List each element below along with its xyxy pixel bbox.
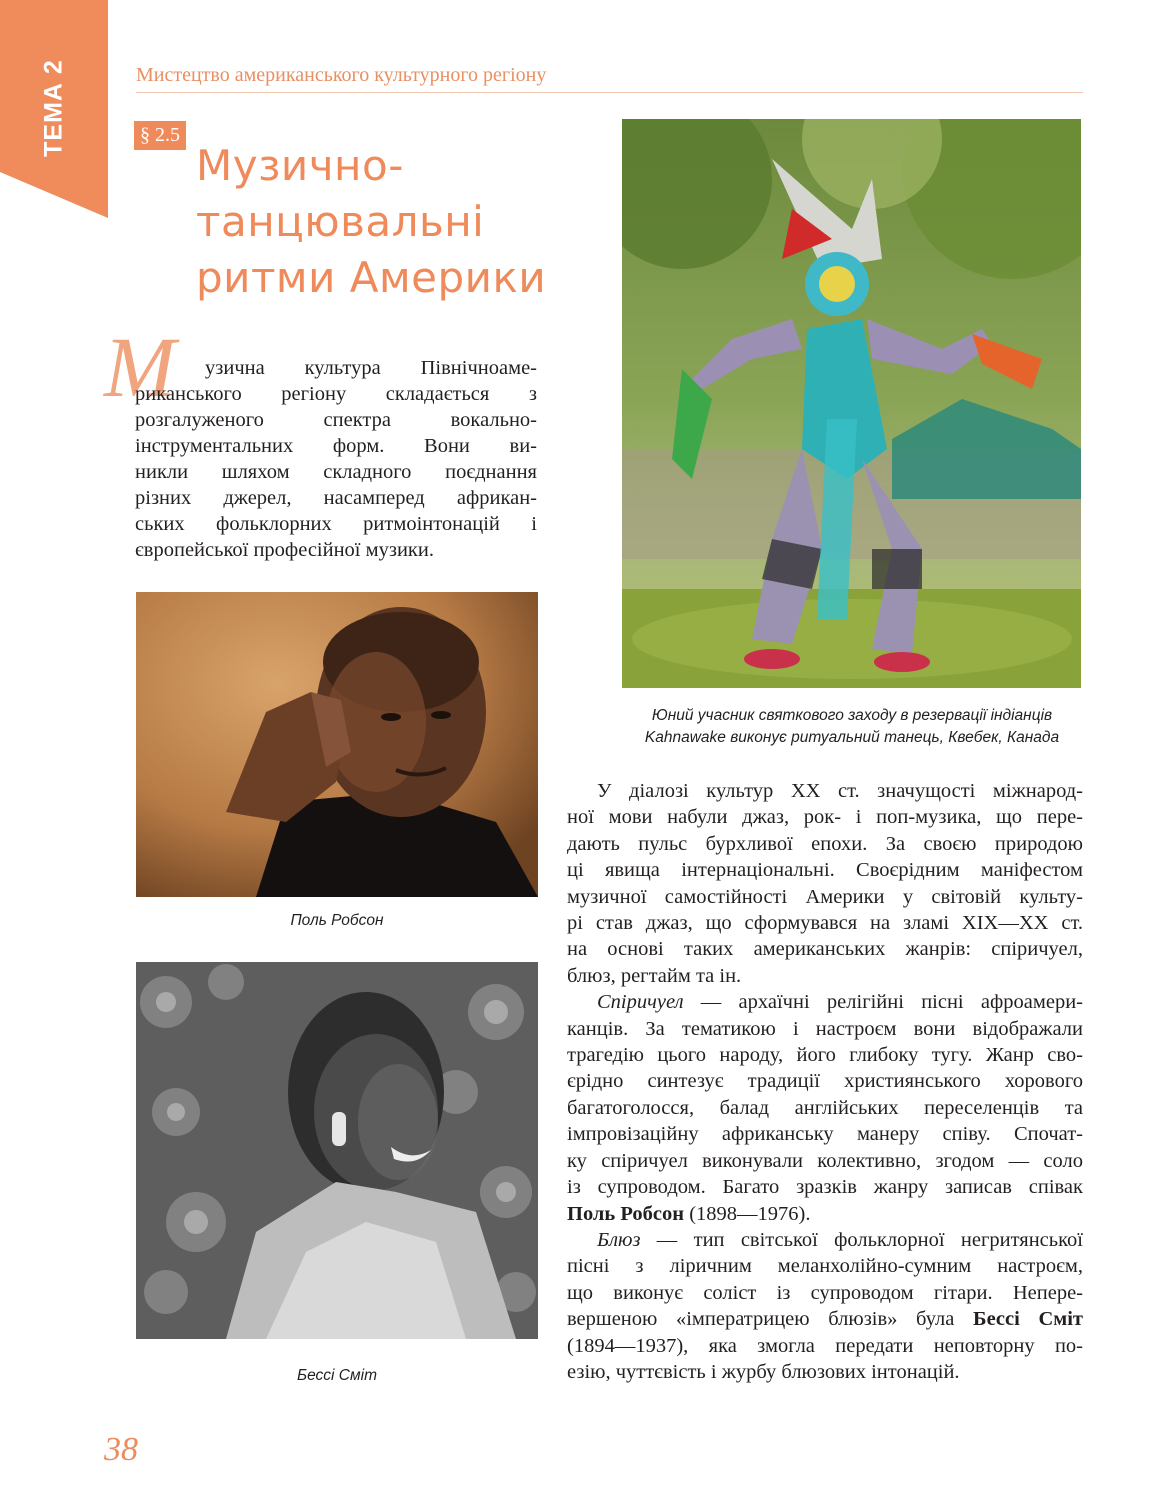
section-title [196,138,576,306]
body-text [567,778,1083,1385]
intro-line: інструментальних форм. Вони ви- [135,435,537,457]
section-number: § 2.5 [134,121,186,150]
intro-line: риканського регіону складається з [135,383,537,405]
intro-line: ських фольклорних ритмоінтонацій і [135,513,537,535]
running-head: Мистецтво американського культурного регіону [136,64,547,86]
page-number: 38 [104,1431,138,1468]
drop-cap: М [104,319,176,415]
caption-line: Kahnawake виконує ритуальний танець, Квебек, Канада [644,729,1060,746]
body-line: езію, чуттєвість і журбу блюзових інтонацій. [567,1360,960,1383]
body-line: що виконує соліст із супроводом гітари. Непере- [567,1281,1083,1304]
name-robeson: Поль Робсон [567,1202,685,1225]
intro-line: різних джерел, насамперед африкан- [135,487,537,509]
dancer-caption [600,705,1104,749]
body-line: (1894—1937), яка змогла передати неповторну по- [567,1334,1083,1357]
body-line: блюз, регтайм та ін. [567,964,742,987]
robeson-caption: Поль Робсон [290,912,384,929]
body-line: на основі таких американських жанрів: спіричуел, [567,938,1083,961]
chapter-tab-label: ТЕМА 2 [39,59,68,157]
body-line: Поль Робсон (1898—1976). [567,1202,811,1225]
smith-caption: Бессі Сміт [297,1367,377,1384]
body-line: ної мови набули джаз, рок- і поп-музика, що пере- [567,806,1083,829]
paul-robeson-photo [136,592,538,897]
intro-line: никли шляхом складного поєднання [135,461,537,483]
body-line: дають пульс бурхливої епохи. За своєю природою [567,832,1083,855]
dancer-photo [622,119,1081,688]
body-line: У діалозі культур XX ст. значущості міжнарод- [597,780,1083,802]
body-line: рі став джаз, що сформувався на зламі XIX—XX ст. [567,912,1083,935]
title-line: ритми Америки [196,253,547,302]
intro-paragraph [135,355,537,563]
body-line: єрідно синтезує традиції християнського хорового [567,1070,1083,1093]
term-blues: Блюз [597,1228,641,1251]
intro-line: узична культура Північноаме- [205,357,537,379]
intro-line: європейської професійної музики. [135,539,434,561]
body-line: пісні з ліричним меланхолійно-сумним настроєм, [567,1255,1083,1278]
body-line: із супроводом. Багато зразків жанру записав співак [567,1176,1083,1199]
body-line: ці явища інтернаціональні. Своєрідним маніфестом [567,859,1083,882]
body-line: трагедію цього народу, його глибоку тугу. Жанр сво- [567,1044,1083,1067]
body-line: імпровізаційну африканську манеру співу. Спочат- [567,1123,1083,1146]
title-line: Музично- [196,141,404,190]
body-line: вершеною «імператрицею блюзів» була Бессі Сміт [567,1308,1083,1331]
body-line: багатоголосся, балад англійських переселенців та [567,1096,1083,1119]
chapter-tab [0,0,108,218]
caption-line: Юний учасник святкового заходу в резервації індіанців [651,707,1053,724]
body-line: музичної самостійності Америки у світовій культу- [567,885,1083,908]
body-line: ку спіричуел виконували колективно, згодом — соло [567,1149,1083,1172]
term-spiritual: Спіричуел [597,991,684,1014]
intro-line: розгалуженого спектра вокально- [135,409,537,431]
title-line: танцювальні [196,197,485,246]
body-line: Спіричуел — архаїчні релігійні пісні афроамери- [597,991,1083,1014]
name-bessie-smith: Бессі Сміт [973,1308,1083,1331]
body-line: Блюз — тип світської фольклорної негритянської [597,1228,1083,1251]
bessie-smith-photo [136,962,538,1339]
body-line: канців. За тематикою і настроєм вони відображали [567,1017,1083,1040]
header-divider [136,92,1083,93]
